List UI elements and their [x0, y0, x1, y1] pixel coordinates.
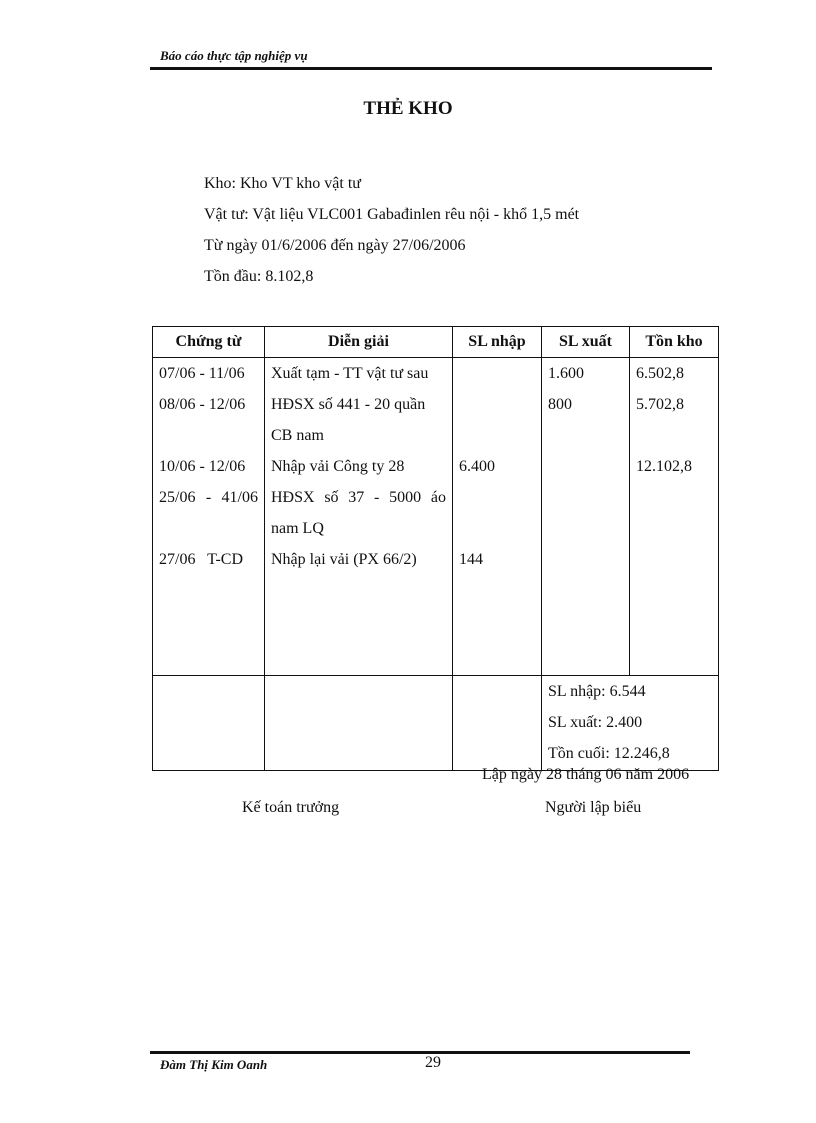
- qty-in-cell: [453, 358, 542, 576]
- stock-line: [636, 420, 712, 451]
- page-number: 29: [425, 1054, 441, 1071]
- signature-date: Lập ngày 28 tháng 06 năm 2006: [482, 766, 690, 783]
- voucher-cell: [153, 358, 265, 576]
- qty-in-line: 6.400: [459, 458, 495, 475]
- voucher-line: 07/06 - 11/06: [159, 365, 245, 382]
- description-line: CB nam: [271, 427, 324, 444]
- column-header-qty-in: SL nhập: [453, 327, 542, 358]
- qty-in-line: [459, 420, 535, 451]
- summary-total-out: SL xuất: 2.400: [548, 714, 643, 731]
- empty-cell: [265, 676, 453, 771]
- column-header-stock: Tồn kho: [630, 327, 719, 358]
- info-material: Vật tư: Vật liệu VLC001 Gabađinlen rêu nội - khổ 1,5 mét: [204, 206, 580, 223]
- empty-cell: [453, 575, 542, 676]
- summary-closing-stock: Tồn cuối: 12.246,8: [548, 745, 670, 762]
- qty-out-line: 800: [548, 396, 572, 413]
- stock-line: 12.102,8: [636, 458, 692, 475]
- signature-preparer: Người lập biểu: [545, 799, 642, 816]
- empty-cell: [153, 676, 265, 771]
- table-header-row: [153, 327, 719, 358]
- column-header-voucher: Chứng từ: [153, 327, 265, 358]
- document-title: THẺ KHO: [363, 98, 453, 119]
- table-spacer-row: [153, 575, 719, 676]
- table-row: [153, 358, 719, 576]
- description-cell: [265, 358, 453, 576]
- voucher-line: 10/06 - 12/06: [159, 458, 246, 475]
- empty-cell: [265, 575, 453, 676]
- voucher-line: 08/06 - 12/06: [159, 396, 246, 413]
- summary-total-in: SL nhập: 6.544: [548, 683, 646, 700]
- stock-card-table: [152, 326, 719, 771]
- summary-cell: [542, 676, 719, 771]
- signature-chief-accountant: Kế toán trưởng: [242, 799, 340, 816]
- description-line: Nhập vải Công ty 28: [271, 458, 405, 475]
- voucher-line: 25/06 - 41/06: [159, 489, 258, 506]
- header-rule: [150, 67, 712, 70]
- page-header-title: Báo cáo thực tập nghiệp vụ: [160, 48, 308, 63]
- qty-out-cell: [542, 358, 630, 576]
- description-line: nam LQ: [271, 520, 324, 537]
- qty-in-line: [459, 513, 535, 544]
- stock-line: 5.702,8: [636, 396, 684, 413]
- summary-row: [153, 676, 719, 771]
- description-line: Nhập lại vải (PX 66/2): [271, 551, 417, 568]
- empty-cell: [153, 575, 265, 676]
- footer-author: Đàm Thị Kim Oanh: [160, 1057, 268, 1072]
- info-warehouse: Kho: Kho VT kho vật tư: [204, 175, 361, 192]
- stock-cell: [630, 358, 719, 576]
- description-line: HĐSX số 441 - 20 quần: [271, 396, 426, 413]
- qty-in-line: 144: [459, 551, 483, 568]
- qty-in-line: [459, 482, 535, 513]
- footer-rule: [150, 1051, 690, 1054]
- empty-cell: [630, 575, 719, 676]
- description-line: Xuất tạm - TT vật tư sau: [271, 365, 429, 382]
- empty-cell: [453, 676, 542, 771]
- column-header-description: Diễn giải: [265, 327, 453, 358]
- qty-out-line: 1.600: [548, 365, 584, 382]
- stock-line: 6.502,8: [636, 365, 684, 382]
- info-date-range: Từ ngày 01/6/2006 đến ngày 27/06/2006: [204, 237, 466, 254]
- qty-in-line: [459, 358, 535, 389]
- empty-cell: [542, 575, 630, 676]
- qty-in-line: [459, 389, 535, 420]
- info-opening-balance: Tồn đầu: 8.102,8: [204, 268, 314, 285]
- voucher-line: [159, 513, 258, 544]
- description-line: HĐSX số 37 - 5000 áo: [271, 489, 446, 506]
- voucher-line: 27/06 T-CD: [159, 551, 244, 568]
- voucher-line: [159, 420, 258, 451]
- column-header-qty-out: SL xuất: [542, 327, 630, 358]
